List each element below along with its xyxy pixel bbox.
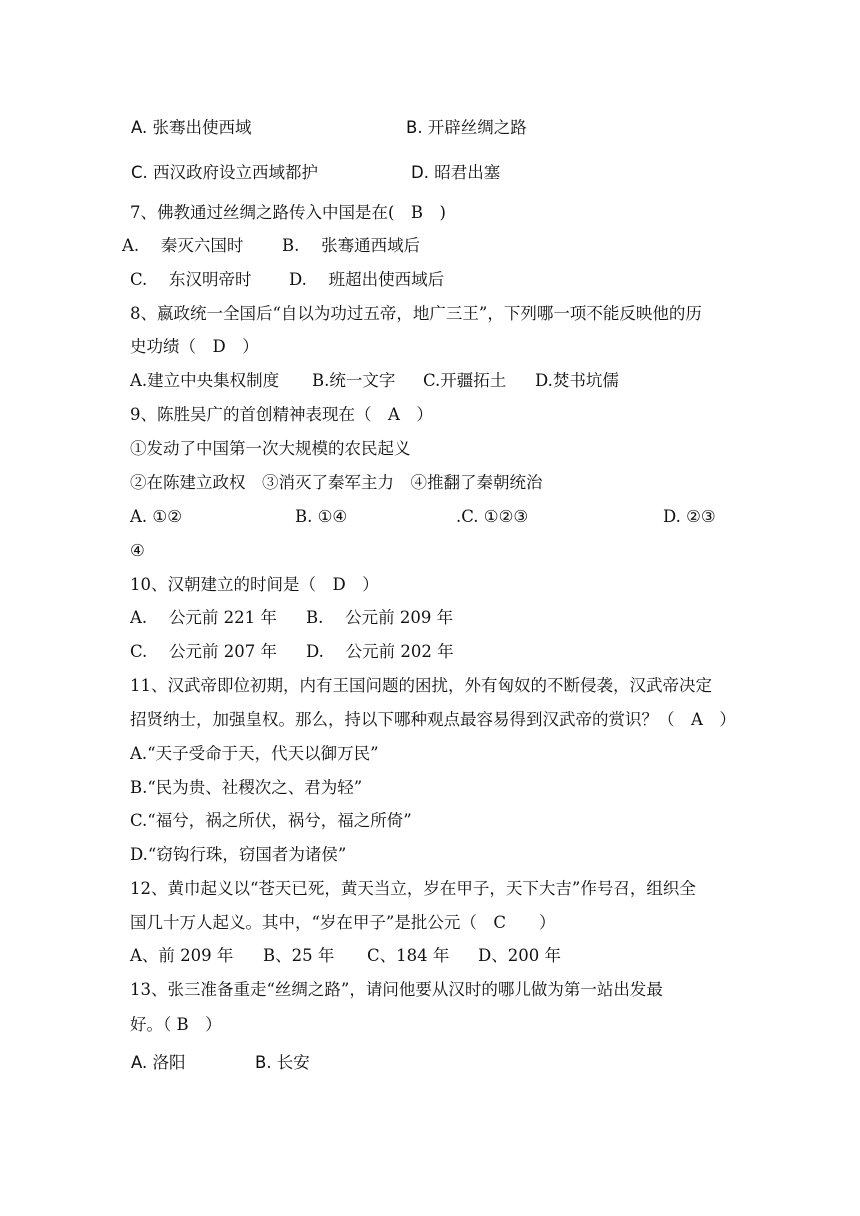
- option-d: D. 班超出使西域后: [289, 270, 445, 289]
- option-a: A. 张骞出使西域: [131, 118, 252, 137]
- option-a: A. 公元前 221 年: [130, 608, 277, 627]
- statement-1: ①发动了中国第一次大规模的农民起义: [130, 439, 411, 458]
- question-8: 8、嬴政统一全国后“自以为功过五帝，地广三王”，下列哪一项不能反映他的历: [130, 304, 702, 323]
- question-9: 9、陈胜吴广的首创精神表现在（ A ）: [130, 405, 433, 424]
- question-8-cont: 史功绩（ D ）: [130, 337, 259, 356]
- option-d-wrap: ④: [130, 541, 145, 560]
- statements-2-4: ②在陈建立政权 ③消灭了秦军主力 ④推翻了秦朝统治: [130, 473, 543, 492]
- question-10: 10、汉朝建立的时间是（ D ）: [130, 575, 379, 594]
- question-12: 12、黄巾起义以“苍天已死，黄天当立，岁在甲子，天下大吉”作号召，组织全: [130, 879, 696, 898]
- option-b: B. 长安: [255, 1053, 310, 1072]
- option-c: C. 东汉明帝时: [130, 270, 252, 289]
- option-c: C. 公元前 207 年: [130, 642, 278, 661]
- option-a: A.“天子受命于天，代天以御万民”: [130, 744, 379, 763]
- option-a: A. ①②: [130, 507, 182, 526]
- option-b: B. 张骞通西域后: [282, 236, 421, 255]
- question-12-cont: 国几十万人起义。其中，“岁在甲子”是批公元（ C ）: [130, 913, 556, 932]
- question-11-cont: 招贤纳士，加强皇权。那么，持以下哪种观点最容易得到汉武帝的赏识？（ A ）: [130, 710, 736, 729]
- option-a: A、前 209 年: [130, 946, 234, 965]
- option-c: C.开疆拓土: [423, 371, 507, 390]
- option-d: D.“窃钩行珠，窃国者为诸侯”: [130, 845, 347, 864]
- option-b: B. ①④: [295, 507, 348, 526]
- option-d: D. ②③: [663, 507, 716, 526]
- option-d: D.焚书坑儒: [535, 371, 619, 390]
- question-13: 13、张三准备重走“丝绸之路”，请问他要从汉时的哪儿做为第一站出发最: [130, 980, 663, 999]
- option-d: D. 公元前 202 年: [306, 642, 454, 661]
- option-a: A.建立中央集权制度: [130, 371, 280, 390]
- option-c: .C. ①②③: [456, 507, 529, 526]
- option-b: B. 公元前 209 年: [306, 608, 454, 627]
- option-b: B.统一文字: [312, 371, 396, 390]
- option-c: C.“福兮，祸之所伏，祸兮，福之所倚”: [130, 811, 412, 830]
- option-b: B.“民为贵、社稷次之、君为轻”: [130, 778, 363, 797]
- option-a: A. 洛阳: [131, 1053, 186, 1072]
- question-11: 11、汉武帝即位初期，内有王国问题的困扰，外有匈奴的不断侵袭，汉武帝决定: [130, 676, 712, 695]
- question-7: 7、佛教通过丝绸之路传入中国是在( B ): [130, 203, 446, 222]
- option-a: A. 秦灭六国时: [122, 236, 244, 255]
- option-c: C. 西汉政府设立西域都护: [131, 163, 319, 182]
- option-d: D、200 年: [478, 946, 561, 965]
- question-13-cont: 好。（ B ）: [130, 1015, 222, 1034]
- option-c: C、184 年: [367, 946, 450, 965]
- option-d: D. 昭君出塞: [411, 163, 501, 182]
- option-b: B、25 年: [263, 946, 335, 965]
- option-b: B. 开辟丝绸之路: [406, 118, 527, 137]
